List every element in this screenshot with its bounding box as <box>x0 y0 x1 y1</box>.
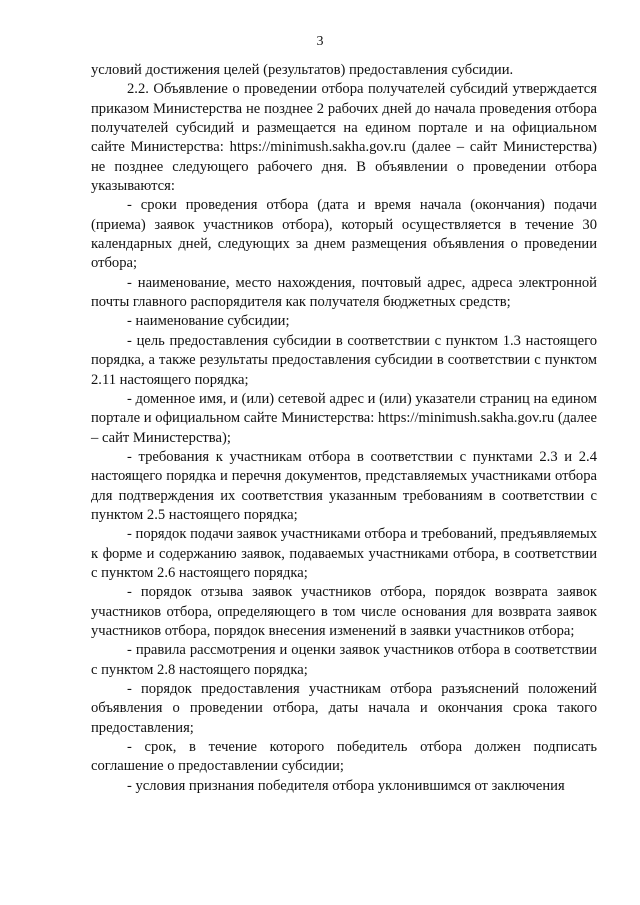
list-item-participant-requirements: - требования к участникам отбора в соответствии с пунктами 2.3 и 2.4 настоящего порядка и перечня документов, представляемых участниками отбора для подтверждения их соответствия указанным требованиям в соответствии с пунктом 2.5 настоящего порядка; <box>91 448 597 523</box>
paragraph-continuation: условий достижения целей (результатов) предоставления субсидии. <box>91 62 514 78</box>
list-item-deadlines: - сроки проведения отбора (дата и время начала (окончания) подачи (приема) заявок участников отбора), который осуществляется в течение 30 календарных дней, следующих за днем размещения объявления о проведении отбора; <box>91 197 597 272</box>
paragraph-2-2: 2.2. Объявление о проведении отбора получателей субсидий утверждается приказом Министерства не позднее 2 рабочих дней до начала проведения отбора получателей субсидий и размещается на едином портале и на официальном сайте Министерства: https://minimush.sakha.gov.ru (далее – сайт Министерства) не позднее следующего рабочего дня. В объявлении о проведении отбора указываются: <box>91 81 597 195</box>
document-body <box>91 61 597 796</box>
list-item-evasion-conditions: - условия признания победителя отбора уклонившимся от заключения <box>127 777 565 794</box>
page-number: 3 <box>316 34 324 49</box>
list-item-withdrawal-procedure: - порядок отзыва заявок участников отбора, порядок возврата заявок участников отбора, определяющего в том числе основания для возврата заявок участников отбора, порядок внесения изменений в заявки участников отбора; <box>91 584 597 639</box>
list-item-domain-name: - доменное имя, и (или) сетевой адрес и (или) указатели страниц на едином портале и официальном сайте Министерства: https://minimush.sakha.gov.ru (далее – сайт Министерства); <box>91 390 597 446</box>
list-item-contact-details: - наименование, место нахождения, почтовый адрес, адреса электронной почты главного распорядителя как получателя бюджетных средств; <box>91 274 597 311</box>
list-item-application-procedure: - порядок подачи заявок участниками отбора и требований, предъявляемых к форме и содержанию заявок, подаваемых участниками отбора, в соответствии с пунктом 2.6 настоящего порядка; <box>91 526 597 581</box>
list-item-subsidy-name: - наименование субсидии; <box>127 313 290 330</box>
list-item-evaluation-rules: - правила рассмотрения и оценки заявок участников отбора в соответствии с пунктом 2.8 настоящего порядка; <box>91 642 597 678</box>
list-item-clarifications: - порядок предоставления участникам отбора разъяснений положений объявления о проведении отбора, даты начала и окончания срока такого предоставления; <box>91 681 597 736</box>
list-item-subsidy-purpose: - цель предоставления субсидии в соответствии с пунктом 1.3 настоящего порядка, а также результаты предоставления субсидии в соответствии с пунктом 2.11 настоящего порядка; <box>91 332 597 388</box>
list-item-signing-deadline: - срок, в течение которого победитель отбора должен подписать соглашение о предоставлении субсидии; <box>91 739 597 775</box>
